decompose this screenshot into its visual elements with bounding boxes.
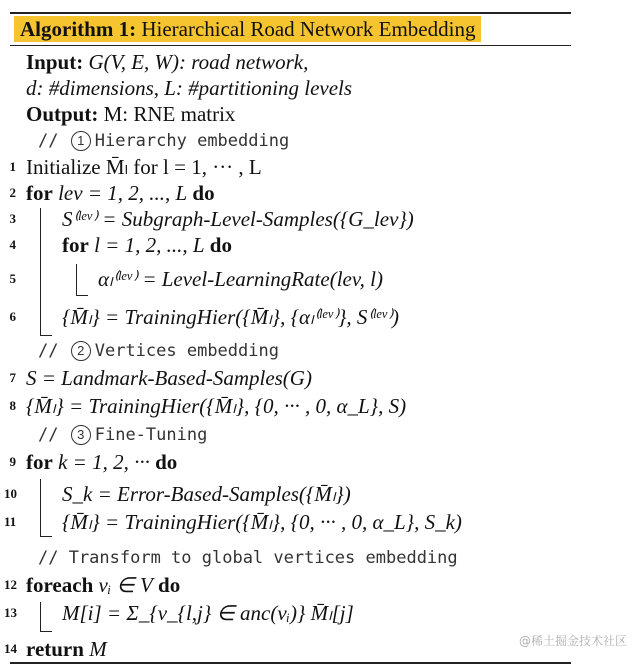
comment-text-3: Fine-Tuning [94,425,208,445]
line-text: Initialize M̄ₗ for l = 1, ··· , L [26,155,262,179]
line-text: vᵢ ∈ V [98,573,153,597]
caption-title: Hierarchical Road Network Embedding [141,17,476,41]
for-keyword: for [26,450,53,474]
do-keyword: do [155,450,178,474]
foreach-end [40,631,52,632]
line-text: αₗ⁽ˡᵉᵛ⁾ = Level-LearningRate(lev, l) [98,267,383,291]
watermark: @稀土掘金技术社区 [518,634,627,648]
input-keyword: Input: [26,50,84,74]
line-number: 10 [4,486,17,501]
for-block-end [40,335,52,336]
inner-for-guide [76,264,77,296]
comment-text-1: Hierarchy embedding [94,131,290,151]
caption-rule [10,45,571,46]
line-text: {M̄ₗ} = TrainingHier({M̄ₗ}, {0, ··· , 0, α_L}, S_k) [62,510,462,534]
line-number: 4 [9,237,16,252]
line-number: 5 [9,271,16,286]
step-1-badge: 1 [71,131,91,151]
foreach-guide [40,602,41,632]
input-text-1: G(V, E, W): road network, [88,50,309,74]
line-text: l = 1, 2, ..., L [94,233,205,257]
step-2-badge: 2 [71,341,91,361]
return-keyword: return [26,637,84,661]
line-number: 12 [4,577,17,592]
output-text: M: RNE matrix [103,102,236,126]
line-number: 14 [4,641,17,656]
line-text: M[i] = Σ_{v_{l,j} ∈ anc(vᵢ)} M̄ₗ[j] [62,601,354,625]
line-text: M [89,637,107,661]
line-number: 9 [9,454,16,469]
step-3-badge: 3 [71,425,91,445]
algorithm-caption [14,16,481,42]
top-rule [10,12,571,14]
foreach-keyword: foreach [26,573,94,597]
line-number: 1 [9,159,16,174]
output-keyword: Output: [26,102,99,126]
line-number: 2 [9,185,16,200]
finetune-end [40,536,52,537]
bottom-rule [10,662,571,664]
for-keyword: for [26,181,53,205]
comment-prefix: // [38,425,59,445]
finetune-guide [40,479,41,537]
comment-text-4: // Transform to global vertices embedding [38,548,458,568]
line-text: {M̄ₗ} = TrainingHier({M̄ₗ}, {0, ··· , 0, α_L}, S) [26,394,407,418]
caption-label: Algorithm 1: [20,17,137,41]
input-text-2: d: #dimensions, L: #partitioning levels [26,76,353,100]
comment-text-2: Vertices embedding [94,341,279,361]
inner-for-end [76,295,88,296]
line-text: k = 1, 2, ··· [58,450,150,474]
line-text: lev = 1, 2, ..., L [58,181,188,205]
do-keyword: do [192,181,215,205]
for-block-guide [40,208,41,336]
line-number: 13 [4,605,17,620]
line-number: 7 [9,370,16,385]
line-number: 8 [9,398,16,413]
do-keyword: do [158,573,181,597]
comment-prefix: // [38,131,59,151]
line-text: S_k = Error-Based-Samples({M̄ₗ}) [62,482,351,506]
line-text: S = Landmark-Based-Samples(G) [26,366,312,390]
do-keyword: do [209,233,232,257]
line-number: 11 [4,514,17,529]
line-text: {M̄ₗ} = TrainingHier({M̄ₗ}, {αₗ⁽ˡᵉᵛ⁾}, S⁽ˡᵉᵛ⁾) [62,305,399,329]
comment-prefix: // [38,341,59,361]
for-keyword: for [62,233,89,257]
line-number: 3 [9,211,16,226]
line-number: 6 [9,309,16,324]
line-text: S⁽ˡᵉᵛ⁾ = Subgraph-Level-Samples({G_lev}) [62,207,414,231]
